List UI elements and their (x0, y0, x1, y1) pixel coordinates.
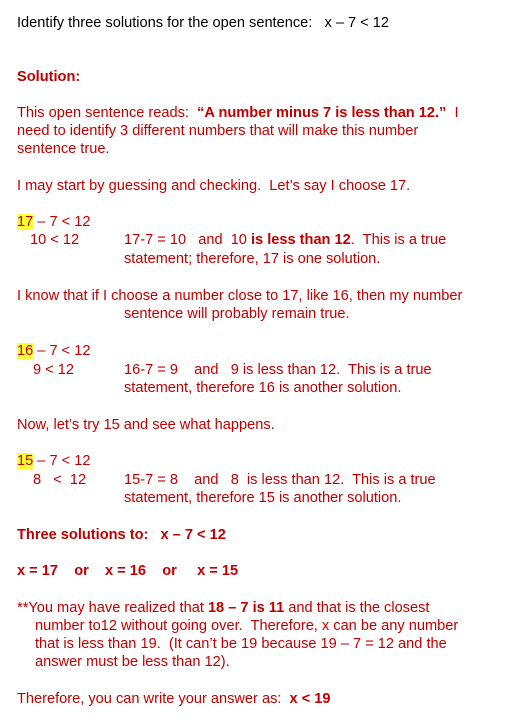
intro-quote: “A number minus 7 is less than 12.” (197, 105, 447, 121)
intro-line-2: need to identify 3 different numbers that will make this number (17, 123, 419, 139)
problem-statement: Identify three solutions for the open sentence: x – 7 < 12 (17, 15, 389, 31)
try-15-text: Now, let’s try 15 and see what happens. (17, 417, 275, 433)
note-line-4: answer must be less than 12). (35, 654, 230, 670)
example-16-inequality: 9 < 12 (33, 362, 74, 378)
solution-heading: Solution: (17, 69, 81, 85)
example-17-check (124, 231, 446, 250)
example-15-inequality: 8 < 12 (33, 472, 87, 488)
example-17-equation (17, 213, 90, 232)
highlight-16: 16 (17, 343, 34, 359)
equation-rest: – 7 < 12 (33, 343, 91, 359)
example-15-conclusion: statement, therefore 15 is another solution. (124, 490, 402, 506)
check-end: . This is a true (350, 232, 447, 248)
note-line-3: that is less than 19. (It can’t be 19 because 19 – 7 = 12 and the (35, 636, 447, 652)
intro-line-1 (17, 104, 459, 123)
intro-text-end: I (446, 105, 459, 121)
example-15-equation (17, 452, 90, 471)
note-bold: 18 – 7 is 11 (207, 600, 285, 616)
intro-line-3: sentence true. (17, 141, 110, 157)
three-solutions-heading: Three solutions to: x – 7 < 12 (17, 527, 226, 543)
equation-rest: – 7 < 12 (33, 453, 91, 469)
note-text-end: and that is the closest (284, 600, 430, 616)
close-line-1: I know that if I choose a number close to 17, like 16, then my number (17, 288, 463, 304)
note-line-2: number to12 without going over. Therefore, x can be any number (35, 618, 459, 634)
note-text: **You may have realized that (17, 600, 208, 616)
example-17-inequality: 10 < 12 (30, 232, 80, 248)
check-bold: is less than 12 (250, 232, 351, 248)
highlight-15: 15 (17, 453, 34, 469)
example-16-equation (17, 342, 90, 361)
final-line (17, 690, 331, 709)
example-15-check: 15-7 = 8 and 8 is less than 12. This is a true (124, 472, 436, 488)
example-16-check: 16-7 = 9 and 9 is less than 12. This is a true (124, 362, 432, 378)
example-17-conclusion: statement; therefore, 17 is one solution. (124, 251, 381, 267)
equation-rest: – 7 < 12 (33, 214, 91, 230)
close-line-2: sentence will probably remain true. (124, 306, 350, 322)
intro-text: This open sentence reads: (17, 105, 198, 121)
answers-line: x = 17 or x = 16 or x = 15 (17, 563, 239, 579)
example-16-conclusion: statement, therefore 16 is another solution. (124, 380, 402, 396)
final-answer: x < 19 (289, 691, 331, 707)
highlight-17: 17 (17, 214, 34, 230)
note-line-1 (17, 599, 429, 618)
check-text: 17-7 = 10 and 10 (124, 232, 251, 248)
guess-text: I may start by guessing and checking. Let’s say I choose 17. (17, 178, 411, 194)
final-text: Therefore, you can write your answer as: (17, 691, 290, 707)
